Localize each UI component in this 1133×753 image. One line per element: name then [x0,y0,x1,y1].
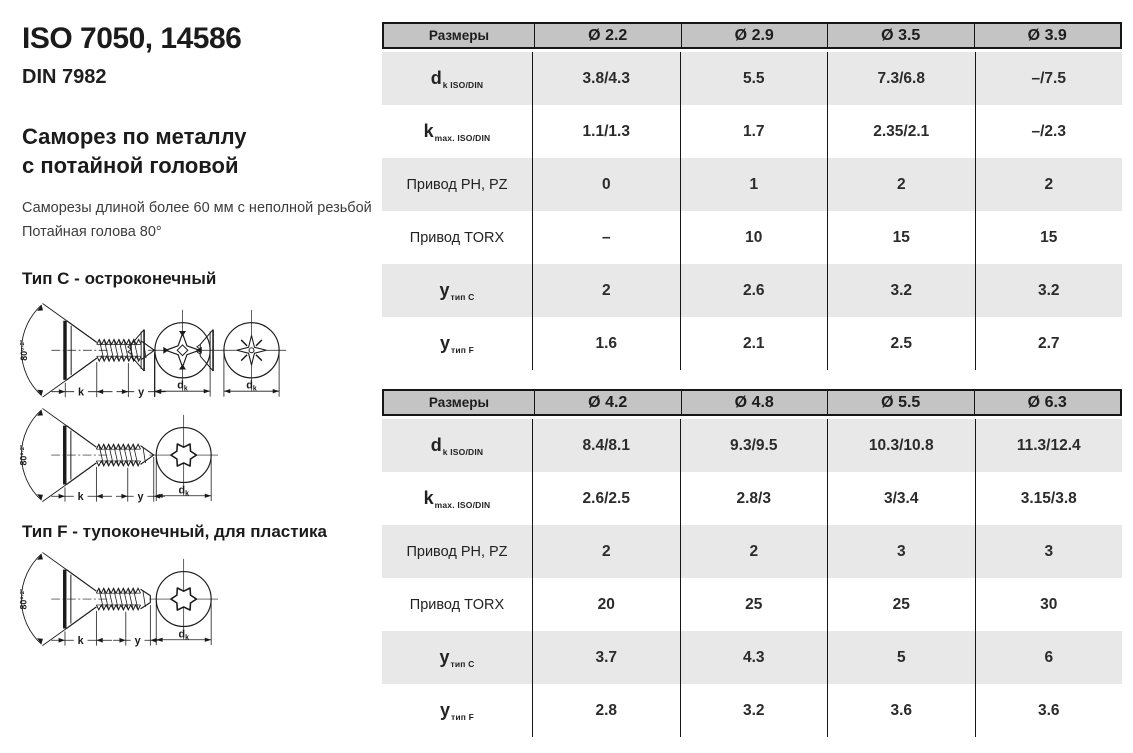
table-header-cell: Ø 4.8 [681,391,828,414]
table-cell: 11.3/12.4 [975,419,1123,472]
table-cell: 2 [532,264,680,317]
row-label: y тип F [439,333,475,355]
page-title: ISO 7050, 14586 [22,22,242,55]
table-cell: 6 [975,631,1123,684]
table-cell: 4.3 [680,631,828,684]
type-c-torx-drawing [12,406,220,508]
row-label: Привод PH, PZ [406,543,508,560]
table-row [382,525,1122,578]
table-cell: 3 [975,525,1123,578]
tables-panel [382,0,1133,753]
table-cell: 3.8/4.3 [532,52,680,105]
table-cell: 1 [680,158,828,211]
table-cell: 3.2 [680,684,828,737]
dimensions-table-large [382,389,1122,737]
table-header-cell: Ø 2.2 [534,24,681,47]
table-cell: 5.5 [680,52,828,105]
table-header-cell: Ø 3.5 [827,24,974,47]
row-label: d k ISO/DIN [430,68,484,90]
table-cell: –/7.5 [975,52,1123,105]
row-label: d k ISO/DIN [430,435,484,457]
table-cell: 7.3/6.8 [827,52,975,105]
table-row [382,158,1122,211]
table-cell: 2.5 [827,317,975,370]
product-description [22,197,382,244]
table-cell: 25 [827,578,975,631]
table-row [382,684,1122,737]
table-body [382,52,1122,370]
table-cell: – [532,211,680,264]
table-cell: 2 [532,525,680,578]
table-cell: 0 [532,158,680,211]
table-header-cell: Размеры [428,28,490,43]
table-header-cell: Ø 4.2 [534,391,681,414]
table-cell: 3.2 [975,264,1123,317]
table-cell: 2 [975,158,1123,211]
table-cell: 8.4/8.1 [532,419,680,472]
table-cell: 3.6 [975,684,1123,737]
table-cell: 15 [975,211,1123,264]
table-cell: 1.1/1.3 [532,105,680,158]
table-body [382,419,1122,737]
table-row [382,211,1122,264]
table-cell: 3 [827,525,975,578]
row-label: y тип C [439,280,475,302]
table-row [382,52,1122,105]
pozidriv-recess-head-view [217,310,286,397]
table-cell: 1.6 [532,317,680,370]
info-panel [0,0,382,753]
table-cell: 10.3/10.8 [827,419,975,472]
table-cell: 2 [680,525,828,578]
table-cell: 25 [680,578,828,631]
table-header-cell: Ø 2.9 [681,24,828,47]
torx-recess-head-view [149,558,218,644]
table-header-row [382,22,1122,49]
phillips-recess-head-view [148,310,217,397]
table-cell: 2.1 [680,317,828,370]
countersunk-screw-side-view [19,408,165,503]
table-cell: 30 [975,578,1123,631]
blunt-screw-side-view [19,552,161,647]
table-cell: 3/3.4 [827,472,975,525]
type-f-torx-drawing [12,550,220,652]
torx-recess-head-view [149,414,218,500]
table-cell: 2.7 [975,317,1123,370]
table-header-cell: Размеры [428,395,490,410]
row-label: Привод PH, PZ [406,176,508,193]
product-name [22,122,382,180]
din-subtitle: DIN 7982 [22,66,107,88]
row-label: k max. ISO/DIN [423,121,491,143]
table-cell: 2.6 [680,264,828,317]
row-label: y тип C [439,647,475,669]
row-label: Привод TORX [409,229,505,246]
type-f-heading: Тип F - тупоконечный, для пластика [22,521,327,541]
row-label: y тип F [439,700,475,722]
table-cell: 3.7 [532,631,680,684]
product-name-line-2: с потайной головой [22,153,239,179]
table-cell: 20 [532,578,680,631]
table-cell: 3.15/3.8 [975,472,1123,525]
type-c-ph-pz-drawing [12,301,288,404]
table-header-cell: Ø 3.9 [974,24,1121,47]
table-row [382,578,1122,631]
table-cell: 5 [827,631,975,684]
table-cell: 2.6/2.5 [532,472,680,525]
table-header-cell: Ø 5.5 [827,391,974,414]
table-cell: 2.8/3 [680,472,828,525]
row-label: k max. ISO/DIN [423,488,491,510]
row-label: Привод TORX [409,596,505,613]
table-row [382,105,1122,158]
table-cell: 2.8 [532,684,680,737]
description-line-1: Саморезы длиной более 60 мм с неполной резьбой [22,200,372,217]
table-cell: 1.7 [680,105,828,158]
table-header-cell: Ø 6.3 [974,391,1121,414]
table-row [382,631,1122,684]
table-cell: 9.3/9.5 [680,419,828,472]
type-c-heading: Тип C - остроконечный [22,269,217,289]
product-name-line-1: Саморез по металлу [22,124,247,149]
table-row [382,419,1122,472]
table-row [382,264,1122,317]
table-header-row [382,389,1122,416]
table-cell: 10 [680,211,828,264]
table-cell: 15 [827,211,975,264]
table-row [382,472,1122,525]
dimensions-table-small [382,22,1122,370]
table-cell: –/2.3 [975,105,1123,158]
table-cell: 2 [827,158,975,211]
table-cell: 3.2 [827,264,975,317]
table-cell: 3.6 [827,684,975,737]
table-cell: 2.35/2.1 [827,105,975,158]
table-row [382,317,1122,370]
description-line-2: Потайная голова 80° [22,223,162,240]
